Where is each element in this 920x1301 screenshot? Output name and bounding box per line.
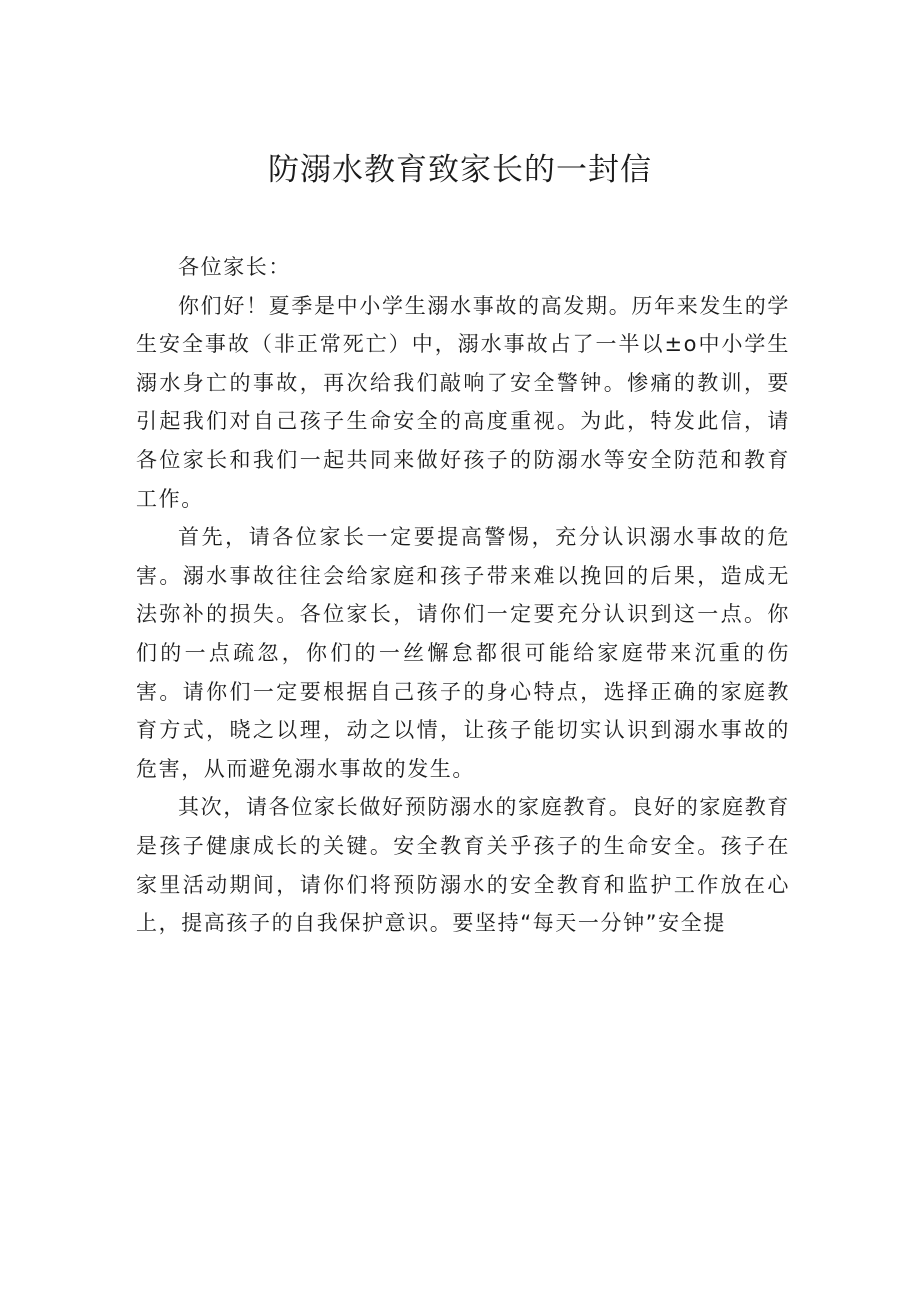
paragraph-second-point: 其次，请各位家长做好预防溺水的家庭教育。良好的家庭教育是孩子健康成长的关键。安全教育关乎孩子的生命安全。孩子在家里活动期间，请你们将预防溺水的安全教育和监护工作放在心上，提高孩子的自我保护意识。要坚持“每天一分钟”安全提 bbox=[136, 795, 790, 936]
paragraph-greeting: 你们好！夏季是中小学生溺水事故的高发期。历年来发生的学生安全事故（非正常死亡）中，溺水事故占了一半以±o中小学生溺水身亡的事故，再次给我们敲响了安全警钟。惨痛的教训，要引起我们对自己孩子生命安全的高度重视。为此，特发此信，请各位家长和我们一起共同来做好孩子的防溺水等安全防范和教育工作。 bbox=[136, 293, 790, 511]
paragraph-first-point: 首先，请各位家长一定要提高警惕，充分认识溺水事故的危害。溺水事故往往会给家庭和孩子带来难以挽回的后果，造成无法弥补的损失。各位家长，请你们一定要充分认识到这一点。你们的一点疏忽，你们的一丝懈怠都很可能给家庭带来沉重的伤害。请你们一定要根据自己孩子的身心特点，选择正确的家庭教育方式，晓之以理，动之以情，让孩子能切实认识到溺水事故的危害，从而避免溺水事故的发生。 bbox=[136, 525, 790, 781]
salutation: 各位家长： bbox=[178, 255, 291, 279]
letter-body bbox=[136, 248, 790, 943]
document-title: 防溺水教育致家长的一封信 bbox=[268, 152, 652, 188]
